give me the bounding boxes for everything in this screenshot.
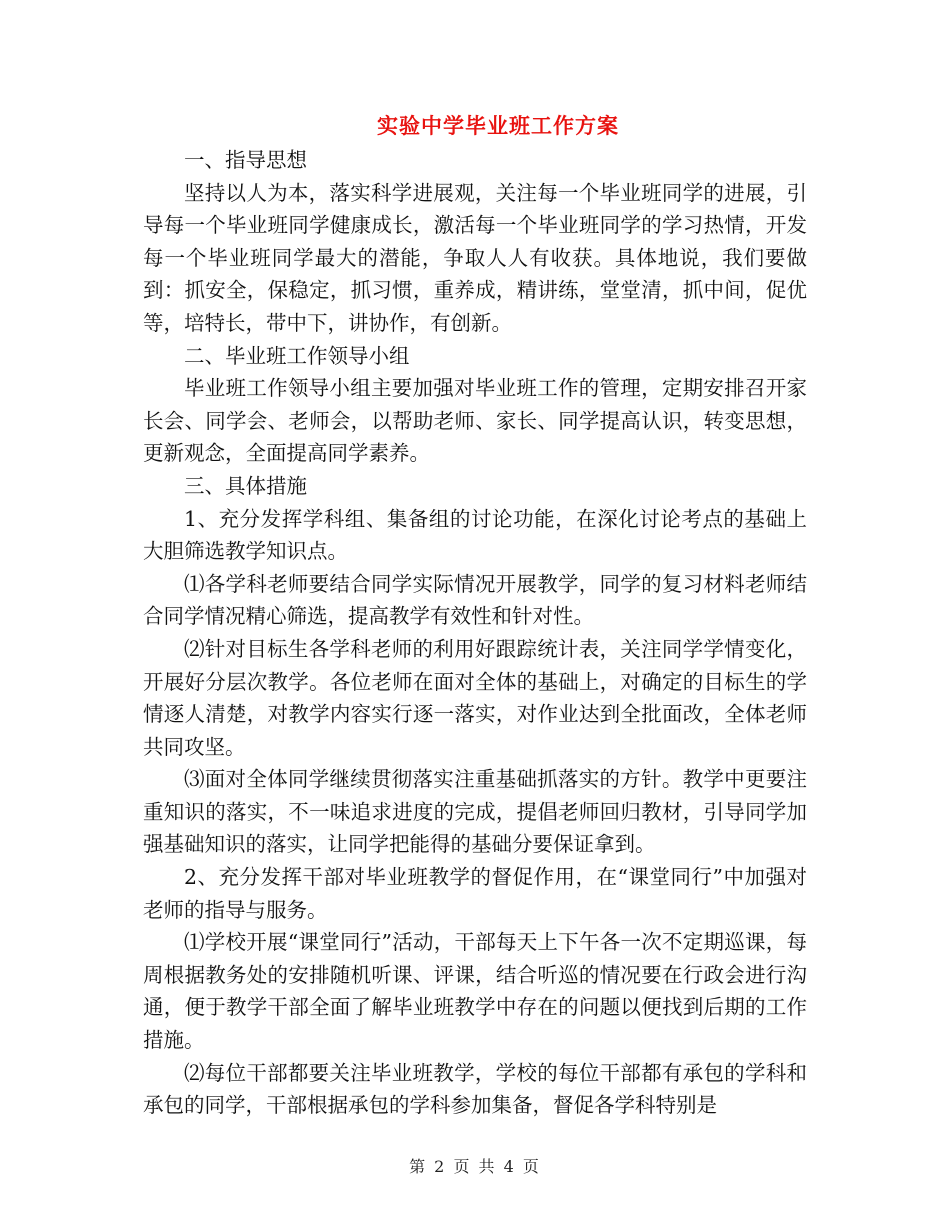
paragraph: 毕业班工作领导小组主要加强对毕业班工作的管理，定期安排召开家长会、同学会、老师会，以帮助老师、家长、同学提高认识，转变思想，更新观念，全面提高同学素养。 [143,376,807,466]
document-title: 实验中学毕业班工作方案 [377,114,619,138]
page-number-footer: 第 2 页 共 4 页 [409,1157,541,1176]
paragraph: 坚持以人为本，落实科学进展观，关注每一个毕业班同学的进展，引导每一个毕业班同学健康成长，激活每一个毕业班同学的学习热情，开发每一个毕业班同学最大的潜能，争取人人有收获。具体地说，我们要做到：抓安全，保稳定，抓习惯，重养成，精讲练，堂堂清，抓中间，促优等，培特长，带中下，讲协作，有创新。 [143,180,807,335]
section-heading-specific-measures: 三、具体措施 [184,473,307,498]
section-heading-guiding-ideology: 一、指导思想 [184,148,307,172]
paragraph: 2、充分发挥干部对毕业班教学的督促作用，在“课堂同行”中加强对老师的指导与服务。 [143,865,807,922]
paragraph: 1、充分发挥学科组、集备组的讨论功能，在深化讨论考点的基础上大胆筛选教学知识点。 [143,506,807,564]
paragraph: ⑵每位干部都要关注毕业班教学，学校的每位干部都有承包的学科和承包的同学，干部根据承包的学科参加集备，督促各学科特别是 [143,1060,807,1118]
document-body [143,144,807,1122]
paragraph: ⑶面对全体同学继续贯彻落实注重基础抓落实的方针。教学中更要注重知识的落实，不一味追求进度的完成，提倡老师回归教材，引导同学加强基础知识的落实，让同学把能得的基础分要保证拿到。 [143,767,807,857]
paragraph: ⑴各学科老师要结合同学实际情况开展教学，同学的复习材料老师结合同学情况精心筛选，提高教学有效性和针对性。 [143,571,807,629]
paragraph: ⑴学校开展“课堂同行”活动，干部每天上下午各一次不定期巡课，每周根据教务处的安排随机听课、评课，结合听巡的情况要在行政会进行沟通，便于教学干部全面了解毕业班教学中存在的问题以便找到后期的工作措施。 [143,930,807,1053]
paragraph: ⑵针对目标生各学科老师的利用好跟踪统计表，关注同学学情变化，开展好分层次教学。各位老师在面对全体的基础上，对确定的目标生的学情逐人清楚，对教学内容实行逐一落实，对作业达到全批面改，全体老师共同攻坚。 [143,636,807,759]
section-heading-leadership-group: 二、毕业班工作领导小组 [184,343,410,368]
